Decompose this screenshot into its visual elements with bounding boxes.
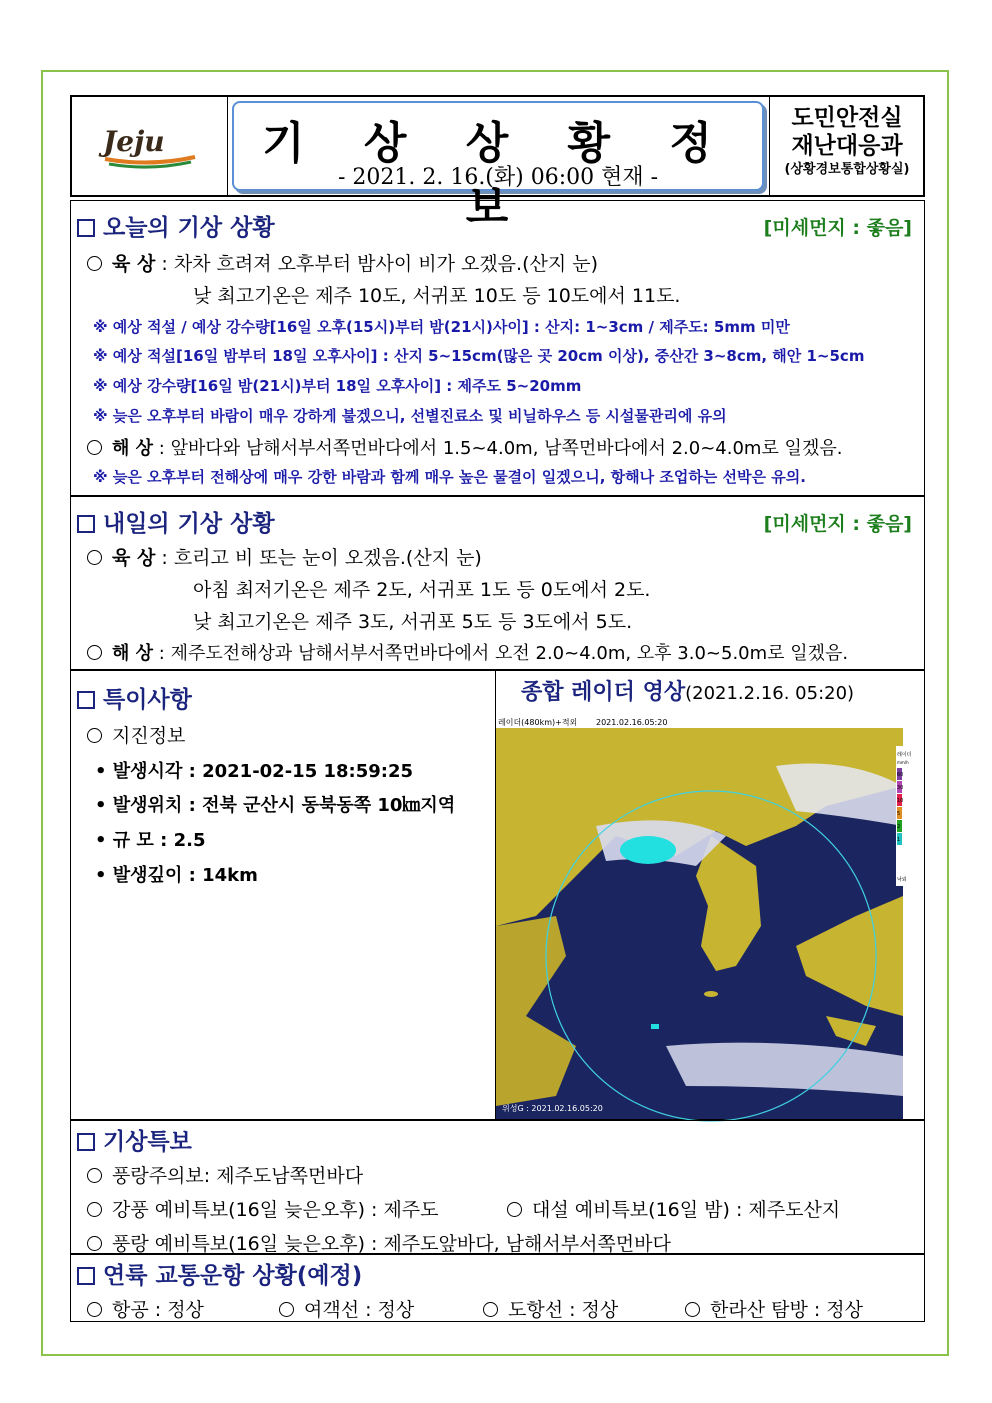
- tomorrow-land-min: 아침 최저기온은 제주 2도, 서귀포 1도 등 0도에서 2도.: [193, 579, 651, 601]
- legend-lightning: 낙뢰: [897, 877, 907, 883]
- circle-icon: [279, 1302, 294, 1317]
- traffic-hallasan: 한라산 탐방 : 정상: [685, 1295, 863, 1322]
- traffic-title: 연륙 교통운항 상황(예정): [77, 1257, 362, 1290]
- svg-text:2021.02.16.05:20: 2021.02.16.05:20: [596, 718, 668, 727]
- checkbox-icon: [77, 1133, 95, 1151]
- circle-icon: [87, 1168, 102, 1183]
- checkbox-icon: [77, 1267, 95, 1285]
- dept-room: (상황경보통합상황실): [784, 162, 910, 177]
- department: [769, 97, 924, 195]
- warning-4: 풍랑 예비특보(16일 늦은오후) : 제주도앞바다, 남해서부서쪽먼바다: [87, 1229, 671, 1256]
- warnings-title: 기상특보: [77, 1123, 192, 1156]
- circle-icon: [483, 1302, 498, 1317]
- circle-icon: [87, 256, 102, 271]
- warning-1: 풍랑주의보: 제주도남쪽먼바다: [87, 1161, 363, 1188]
- today-note-4: ※ 늦은 오후부터 바람이 매우 강하게 불겠으니, 선별진료소 및 비닐하우스 등 시설물관리에 유의: [93, 407, 727, 425]
- title-box: [232, 101, 764, 233]
- circle-icon: [87, 1302, 102, 1317]
- tomorrow-section: [70, 496, 925, 670]
- quake-location: • 발생위치 : 전북 군산시 동북동쪽 10㎞지역: [95, 795, 456, 816]
- legend-label: 30: [897, 785, 904, 791]
- jeju-logo: [72, 97, 228, 195]
- dept-office: 도민안전실: [791, 105, 903, 131]
- today-land-temp: 낮 최고기온은 제주 10도, 서귀포 10도 등 10도에서 11도.: [193, 285, 681, 307]
- special-title: 특이사항: [77, 681, 192, 714]
- traffic-air: 항공 : 정상: [87, 1295, 204, 1322]
- today-sea: 해 상 : 앞바다와 남해서부서쪽먼바다에서 1.5~4.0m, 남쪽먼바다에서 2.0~4.0m로 일겠음.: [87, 434, 842, 460]
- radar-image: [496, 716, 912, 1119]
- today-title: 오늘의 기상 상황: [77, 209, 275, 242]
- page-date: - 2021. 2. 16.(화) 06:00 현재 -: [337, 165, 659, 190]
- today-note-2: ※ 예상 적설[16일 밤부터 18일 오후사이] : 산지 5~15cm(많은 곳 20cm 이상), 중산간 3~8cm, 해안 1~5cm: [93, 347, 865, 365]
- circle-icon: [507, 1202, 522, 1217]
- radar-map: [496, 716, 912, 1119]
- traffic-ferry: 여객선 : 정상: [279, 1295, 414, 1322]
- warning-2: 강풍 예비특보(16일 늦은오후) : 제주도: [87, 1195, 439, 1222]
- quake-title: 지진정보: [87, 721, 185, 748]
- circle-icon: [87, 550, 102, 565]
- circle-icon: [685, 1302, 700, 1317]
- today-dust: [미세먼지 : 좋음]: [763, 217, 912, 239]
- circle-icon: [87, 728, 102, 743]
- today-section: [70, 200, 925, 496]
- tomorrow-land: 육 상 : 흐리고 비 또는 눈이 오겠음.(산지 눈): [87, 543, 482, 570]
- circle-icon: [87, 440, 102, 455]
- legend-label: 1: [897, 837, 901, 843]
- legend-label: 2: [897, 824, 901, 830]
- traffic-section: [70, 1254, 925, 1322]
- legend-label: 60: [897, 772, 904, 778]
- today-note-5: ※ 늦은 오후부터 전해상에 매우 강한 바람과 함께 매우 높은 물결이 일겠으니, 항해나 조업하는 선박은 유의.: [93, 468, 806, 486]
- checkbox-icon: [77, 515, 95, 533]
- svg-text:위성G : 2021.02.16.05:20: 위성G : 2021.02.16.05:20: [502, 1104, 603, 1113]
- today-note-3: ※ 예상 강수량[16일 밤(21시)부터 18일 오후사이] : 제주도 5~20mm: [93, 377, 582, 395]
- traffic-boat: 도항선 : 정상: [483, 1295, 618, 1322]
- svg-text:Jeju: Jeju: [102, 125, 165, 158]
- quake-depth: • 발생깊이 : 14km: [95, 865, 258, 886]
- warnings-section: [70, 1120, 925, 1254]
- svg-text:레이더(480km)+적외: 레이더(480km)+적외: [498, 718, 578, 727]
- circle-icon: [87, 645, 102, 660]
- jeju-logo-icon: [95, 121, 205, 171]
- circle-icon: [87, 1236, 102, 1251]
- legend-unit: mm/h: [897, 760, 909, 765]
- page-title: 기 상 상 황 정 보: [262, 118, 734, 233]
- tomorrow-dust: [미세먼지 : 좋음]: [763, 513, 912, 535]
- legend-label: 10: [897, 798, 904, 804]
- today-note-1: ※ 예상 적설 / 예상 강수량[16일 오후(15시)부터 밤(21시)사이] : 산지: 1~3cm / 제주도: 5mm 미만: [93, 318, 790, 336]
- tomorrow-land-max: 낮 최고기온은 제주 3도, 서귀포 5도 등 3도에서 5도.: [193, 611, 633, 633]
- checkbox-icon: [77, 691, 95, 709]
- radar-title: 종합 레이더 영상(2021.2.16. 05:20): [521, 680, 855, 705]
- checkbox-icon: [77, 219, 95, 237]
- quake-time: • 발생시각 : 2021-02-15 18:59:25: [95, 761, 414, 782]
- tomorrow-sea: 해 상 : 제주도전해상과 남해서부서쪽먼바다에서 오전 2.0~4.0m, 오후 3.0~5.0m로 일겠음.: [87, 639, 848, 665]
- tomorrow-title: 내일의 기상 상황: [77, 505, 275, 538]
- legend-title: 레이더: [897, 752, 912, 758]
- circle-icon: [87, 1202, 102, 1217]
- legend-label: 5: [897, 811, 901, 817]
- today-land: 육 상 : 차차 흐려져 오후부터 밤사이 비가 오겠음.(산지 눈): [87, 249, 598, 276]
- dept-division: 재난대응과: [791, 133, 903, 159]
- quake-magnitude: • 규 모 : 2.5: [95, 830, 206, 851]
- warning-3: 대설 예비특보(16일 밤) : 제주도산지: [507, 1195, 840, 1222]
